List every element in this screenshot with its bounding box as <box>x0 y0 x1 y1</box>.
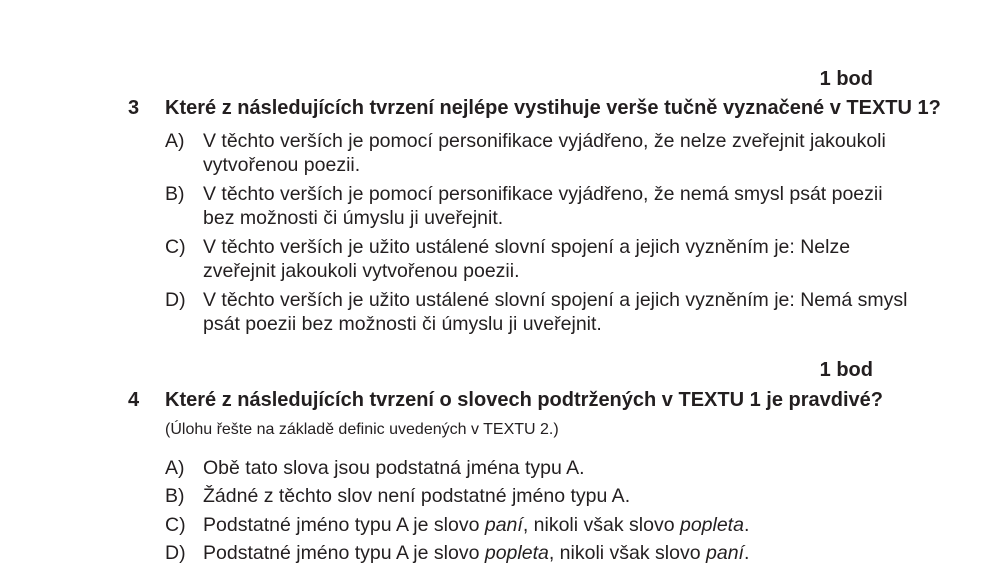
option-letter: B) <box>165 183 185 205</box>
q3-question: Které z následujících tvrzení nejlépe vystihuje verše tučně vyznačené v TEXTU 1? <box>165 97 941 119</box>
italic-word: popleta <box>484 542 549 564</box>
option-text: V těchto verších je pomocí personifikace vyjádřeno, že nelze zveřejnit jakoukoli vytvořenou poezii. <box>203 130 886 176</box>
q4-question: Které z následujících tvrzení o slovech podtržených v TEXTU 1 je pravdivé? <box>165 389 883 411</box>
q4-option-b[interactable] <box>165 484 875 508</box>
q3-option-d[interactable] <box>165 288 908 336</box>
italic-word: paní <box>484 514 523 536</box>
q3-number: 3 <box>128 97 140 119</box>
option-text: Podstatné jméno typu A je slovo paní, nikoli však slovo popleta. <box>203 514 750 536</box>
option-text: V těchto verších je pomocí personifikace vyjádřeno, že nemá smysl psát poezii bez možnosti či úmyslu ji uveřejnit. <box>203 183 883 229</box>
q3-points: 1 bod <box>819 68 873 90</box>
option-letter: A) <box>165 457 185 479</box>
option-letter: A) <box>165 130 185 152</box>
italic-word: popleta <box>679 514 744 536</box>
q4-instruction-note: (Úlohu řešte na základě definic uvedených v TEXTU 2.) <box>165 421 559 438</box>
q3-option-b[interactable] <box>165 182 883 230</box>
option-text: Podstatné jméno typu A je slovo popleta, nikoli však slovo paní. <box>203 542 750 564</box>
italic-word: paní <box>706 542 744 564</box>
option-letter: C) <box>165 514 186 536</box>
q4-points: 1 bod <box>819 359 873 381</box>
option-text: Žádné z těchto slov není podstatné jméno typu A. <box>203 485 631 507</box>
q4-number: 4 <box>128 389 140 411</box>
option-letter: B) <box>165 485 185 507</box>
option-letter: D) <box>165 542 186 564</box>
q3-option-a[interactable] <box>165 129 886 177</box>
option-text: Obě tato slova jsou podstatná jména typu A. <box>203 457 585 479</box>
q3-option-c[interactable] <box>165 235 875 283</box>
q4-option-a[interactable] <box>165 456 875 480</box>
option-letter: D) <box>165 289 186 311</box>
q4-option-d[interactable] <box>165 541 875 565</box>
option-text: V těchto verších je užito ustálené slovní spojení a jejich vyzněním je: Nelze zveřejnit jakoukoli vytvořenou poezii. <box>203 236 851 282</box>
q4-option-c[interactable] <box>165 513 875 537</box>
option-text: V těchto verších je užito ustálené slovní spojení a jejich vyzněním je: Nemá smysl psát poezii bez možnosti či úmyslu ji uveřejnit. <box>203 289 908 335</box>
option-letter: C) <box>165 236 186 258</box>
